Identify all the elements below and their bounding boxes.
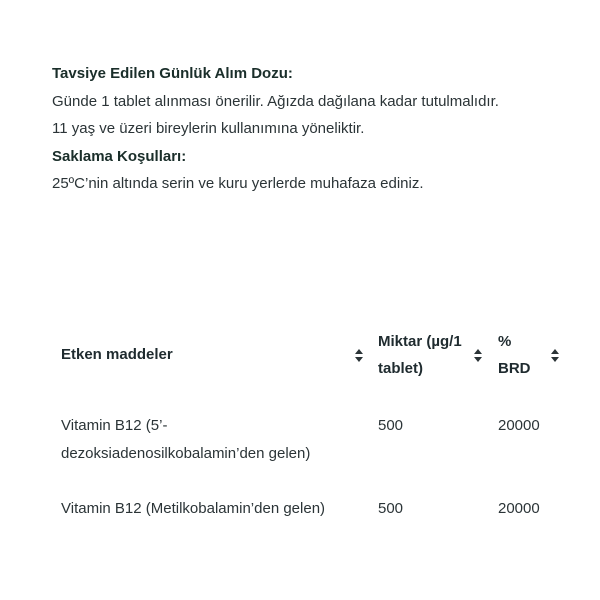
column-header-ingredients[interactable] [52, 312, 370, 398]
dose-age-note: 11 yaş ve üzeri bireylerin kullanımına yöneliktir. [52, 120, 365, 137]
sort-icon[interactable] [473, 348, 483, 362]
ingredients-table-container [52, 312, 572, 537]
sort-icon[interactable] [550, 348, 560, 362]
sort-icon[interactable] [354, 348, 364, 362]
brd-cell: 20000 [498, 500, 540, 517]
dose-heading: Tavsiye Edilen Günlük Alım Dozu: [52, 65, 293, 82]
column-header-label: % BRD [498, 332, 531, 377]
ingredient-cell: Vitamin B12 (Metilkobalamin’den gelen) [61, 500, 326, 517]
product-info-section [52, 60, 572, 198]
column-header-amount[interactable] [370, 312, 490, 398]
ingredients-table [52, 312, 566, 537]
table-row [52, 398, 566, 481]
amount-cell: 500 [378, 500, 404, 517]
brd-cell: 20000 [498, 417, 540, 434]
table-header-row [52, 312, 566, 398]
ingredient-cell: Vitamin B12 (5’-dezoksiadenosilkobalamin’den gelen) [61, 417, 311, 462]
amount-cell: 500 [378, 417, 404, 434]
table-row [52, 481, 566, 537]
column-header-brd[interactable] [490, 312, 566, 398]
storage-instructions: 25ºC’nin altında serin ve kuru yerlerde muhafaza ediniz. [52, 175, 424, 192]
column-header-label: Etken maddeler [61, 346, 173, 364]
dose-instructions: Günde 1 tablet alınması önerilir. Ağızda dağılana kadar tutulmalıdır. [52, 92, 499, 110]
column-header-label: Miktar (µg/1 tablet) [378, 332, 462, 377]
storage-heading: Saklama Koşulları: [52, 147, 187, 165]
